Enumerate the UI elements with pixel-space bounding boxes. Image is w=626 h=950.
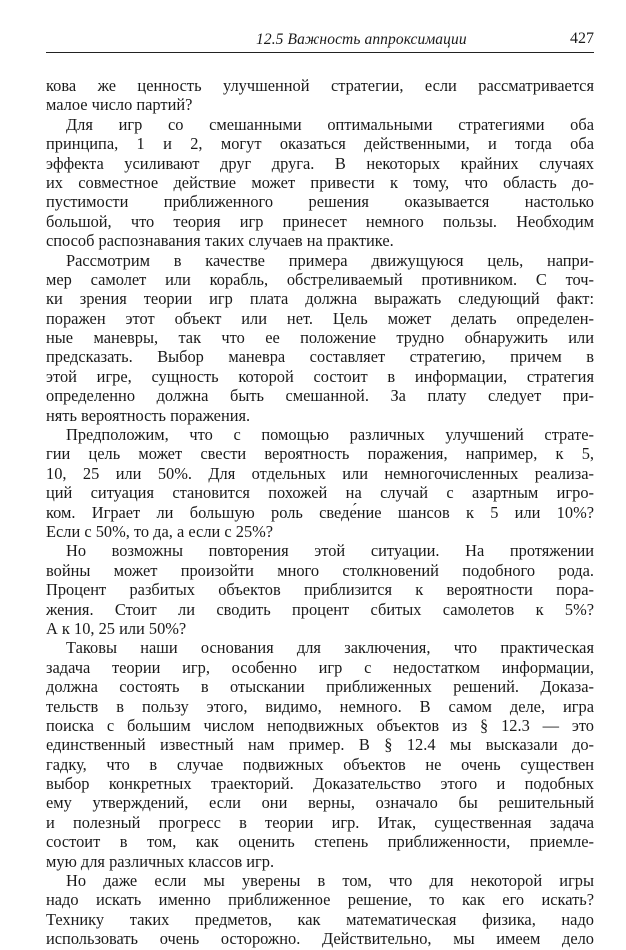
- text-line: предсказать. Выбор маневра составляет стратегию, причем в: [46, 347, 594, 367]
- text-line: этой игре, сущность которой состоит в информации, стратегия: [46, 366, 594, 386]
- text-line: Рассмотрим в качестве примера движущуюся цель, напри-: [66, 250, 594, 270]
- page-number: 427: [570, 30, 594, 47]
- text-line: мую для различных классов игр.: [46, 851, 275, 871]
- text-line: должна состоять в отыскании приближенных решений. Доказа-: [46, 677, 594, 697]
- text-line: Но возможны повторения этой ситуации. На протяжении: [66, 541, 594, 561]
- text-line: мер самолет или корабль, обстреливаемый противником. С точ-: [46, 269, 594, 289]
- text-line: нять вероятность поражения.: [46, 405, 251, 425]
- body-text: [46, 76, 594, 949]
- text-line: гадку, что в случае подвижных объектов не очень существен: [46, 754, 594, 774]
- text-line: Процент разбитых объектов приблизится к вероятности пора-: [46, 580, 594, 600]
- text-line: ком. Играет ли большую роль сведе́ние шансов к 5 или 10%?: [46, 502, 594, 522]
- text-line: использовать очень осторожно. Действительно, мы имеем дело: [46, 929, 594, 949]
- text-line: ные маневры, так что ее положение трудно обнаружить или: [46, 328, 594, 348]
- text-line: способ распознавания таких случаев на практике.: [46, 231, 394, 251]
- text-line: 10, 25 или 50%. Для отдельных или немногочисленных реализа-: [46, 463, 594, 483]
- text-line: их совместное действие может привести к тому, что область до-: [46, 172, 594, 192]
- text-line: ций ситуация становится похожей на случай с азартным игро-: [46, 483, 594, 503]
- text-line: гии цель может свести вероятность поражения, например, к 5,: [46, 444, 594, 464]
- text-line: принципа, 1 и 2, могут оказаться действенными, и тогда оба: [46, 134, 594, 154]
- text-line: и полезный прогресс в теории игр. Итак, существенная задача: [46, 812, 594, 832]
- text-line: состоит в том, как оценить степень приближенности, приемле-: [46, 832, 594, 852]
- text-line: ки зрения теории игр плата должна выражать следующий факт:: [46, 289, 594, 309]
- page-header: [46, 30, 594, 53]
- text-line: А к 10, 25 или 50%?: [46, 618, 187, 638]
- running-title: 12.5 Важность аппроксимации: [256, 31, 467, 48]
- text-line: Но даже если мы уверены в том, что для некоторой игры: [66, 871, 594, 891]
- text-line: кова же ценность улучшенной стратегии, если рассматривается: [46, 76, 594, 95]
- text-line: определенно должна быть смешанной. За плату следует при-: [46, 386, 594, 406]
- text-line: эффекта усиливают друг друга. В некоторых крайних случаях: [46, 153, 594, 173]
- text-line: поражен этот объект или нет. Цель может делать определен-: [46, 308, 594, 328]
- text-line: Технику таких предметов, как математическая физика, надо: [46, 909, 594, 929]
- text-line: пустимости приближенного решения оказывается настолько: [46, 192, 594, 212]
- text-line: Если с 50%, то да, а если с 25%?: [46, 521, 274, 541]
- text-line: жения. Стоит ли сводить процент сбитых самолетов к 5%?: [46, 599, 594, 619]
- text-line: тельств в пользу этого, видимо, немного. В самом деле, игра: [46, 696, 594, 716]
- text-line: единственный известный нам пример. В § 12.4 мы высказали до-: [46, 735, 594, 755]
- text-line: задача теории игр, особенно игр с недостатком информации,: [46, 657, 594, 677]
- text-line: выбор конкретных траекторий. Доказательство этого и подобных: [46, 774, 594, 794]
- text-line: Для игр со смешанными оптимальными стратегиями оба: [66, 114, 594, 134]
- text-line: Таковы наши основания для заключения, что практическая: [66, 638, 594, 658]
- text-line: Предположим, что с помощью различных улучшений страте-: [66, 425, 594, 445]
- text-line: малое число партий?: [46, 95, 193, 115]
- text-line: большой, что теория игр принесет немного пользы. Необходим: [46, 211, 594, 231]
- text-line: надо искать именно приближенное решение, то как его искать?: [46, 890, 594, 910]
- text-line: войны может произойти много столкновений подобного рода.: [46, 560, 594, 580]
- text-line: поиска с большим числом неподвижных объектов из § 12.3 — это: [46, 715, 594, 735]
- text-line: ему утверждений, если они верны, означало бы решительный: [46, 793, 594, 813]
